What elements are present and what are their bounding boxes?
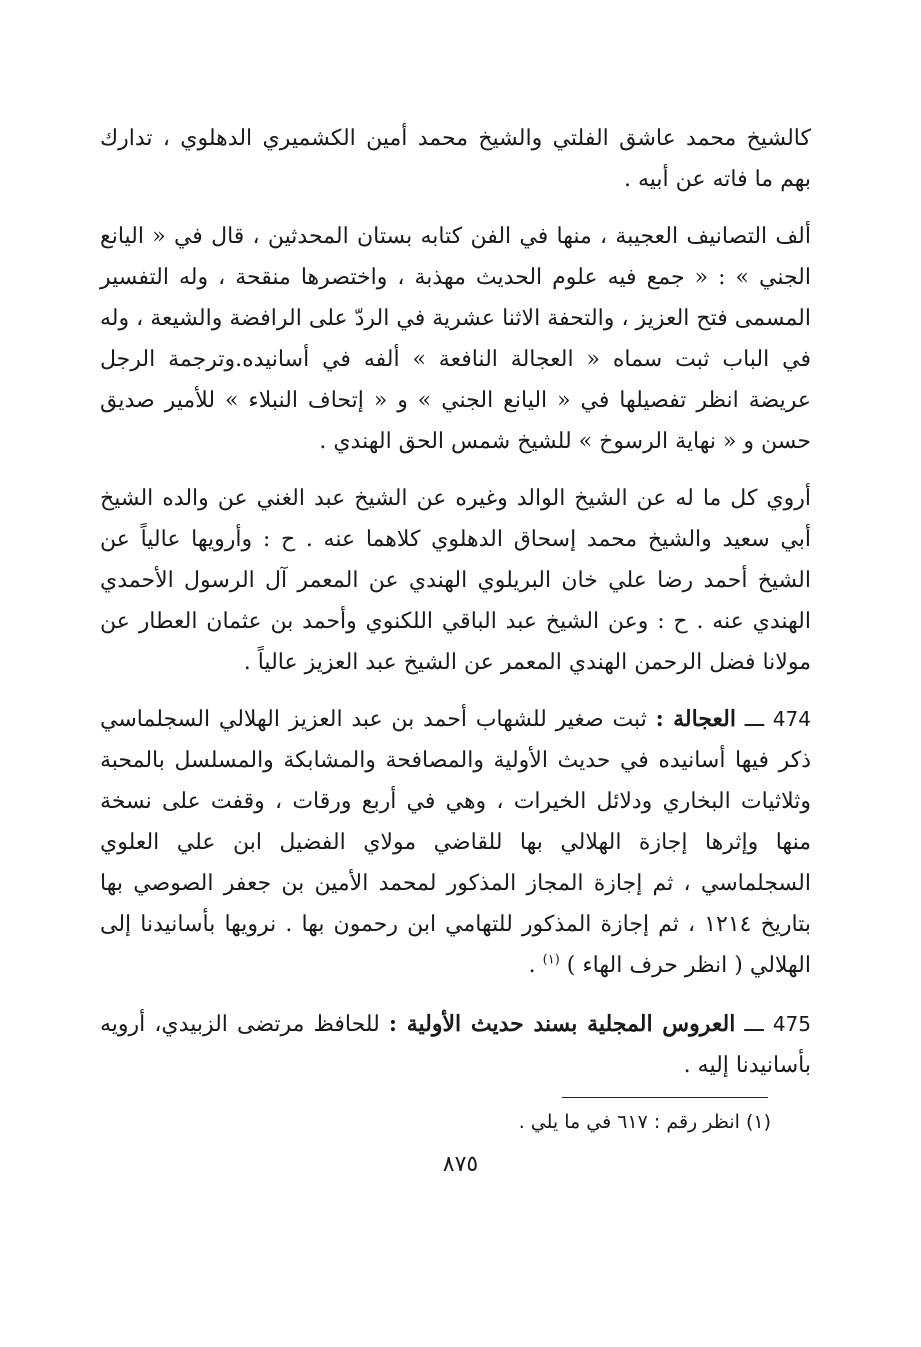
footnote-reference: (١) — [542, 952, 560, 968]
entry-text: ثبت صغير للشهاب أحمد بن عبد العزيز الهلالي السجلماسي ذكر فيها أسانيده في حديث الأولية والمصافحة والمشابكة والمسلسل بالمحبة وثلاثيات البخاري ودلائل الخيرات ، وهي في أربع ورقات ، وقفت على نسخة منها وإثرها إجازة الهلالي بها للقاضي مولاي الفضيل ابن علي العلوي السجلماسي ، ثم إجازة المجاز المذكور لمحمد الأمين بن جعفر الصوصي بها بتاريخ ١٢١٤ ، ثم إجازة المذكور للتهامي ابن رحمون بها . نرويها بأسانيدنا إلى الهلالي ( انظر حرف الهاء ) — [100, 707, 812, 978]
entry-474 — [100, 699, 811, 986]
entry-title: العروس المجلية بسند حديث الأولية : — [388, 1011, 736, 1037]
entry-end: . — [528, 953, 543, 978]
entry-number: 474 — [772, 707, 811, 731]
intro-paragraph: كالشيخ محمد عاشق الفلتي والشيخ محمد أمين الكشميري الدهلوي ، تدارك بهم ما فاته عن أبيه . — [100, 126, 811, 192]
entry-text: للحافظ مرتضى الزبيدي، أرويه بأسانيدنا إليه . — [100, 1012, 811, 1078]
entry-dash: ـــ — [744, 707, 765, 732]
entry-number: 475 — [772, 1012, 811, 1036]
chain-of-narration-paragraph: أروي كل ما له عن الشيخ الوالد وغيره عن الشيخ عبد الغني عن والده الشيخ أبي سعيد والشيخ محمد إسحاق الدهلوي كلاهما عنه . ح : وأرويها عالياً عن الشيخ أحمد رضا علي خان البريلوي الهندي عن المعمر آل الرسول الأحمدي الهندي عنه . ح : وعن الشيخ عبد الباقي اللكنوي وأحمد بن عثمان العطار عن مولانا فضل الرحمن الهندي المعمر عن الشيخ عبد العزيز عالياً . — [100, 486, 811, 675]
entry-title: العجالة : — [655, 706, 736, 732]
footnote: (١) انظر رقم : ٦١٧ في ما يلي . — [518, 1111, 771, 1133]
entry-dash: ـــ — [744, 1012, 764, 1037]
entry-475 — [100, 1004, 811, 1086]
biography-paragraph: ألف التصانيف العجيبة ، منها في الفن كتابه بستان المحدثين ، قال في « اليانع الجني » : « جمع فيه علوم الحديث مهذبة ، واختصرها منقحة ، وله التفسير المسمى فتح العزيز ، والتحفة الاثنا عشرية في الردّ على الرافضة والشيعة ، وله في الباب ثبت سماه « العجالة النافعة » ألفه في أسانيده.وترجمة الرجل عريضة انظر تفصيلها في « اليانع الجني » و « إتحاف النبلاء » للأمير صديق حسن و « نهاية الرسوخ » للشيخ شمس الحق الهندي . — [100, 224, 811, 454]
page-number: ٨٧٥ — [442, 1152, 479, 1177]
page-body — [100, 118, 811, 1104]
footnote-divider — [562, 1097, 768, 1098]
